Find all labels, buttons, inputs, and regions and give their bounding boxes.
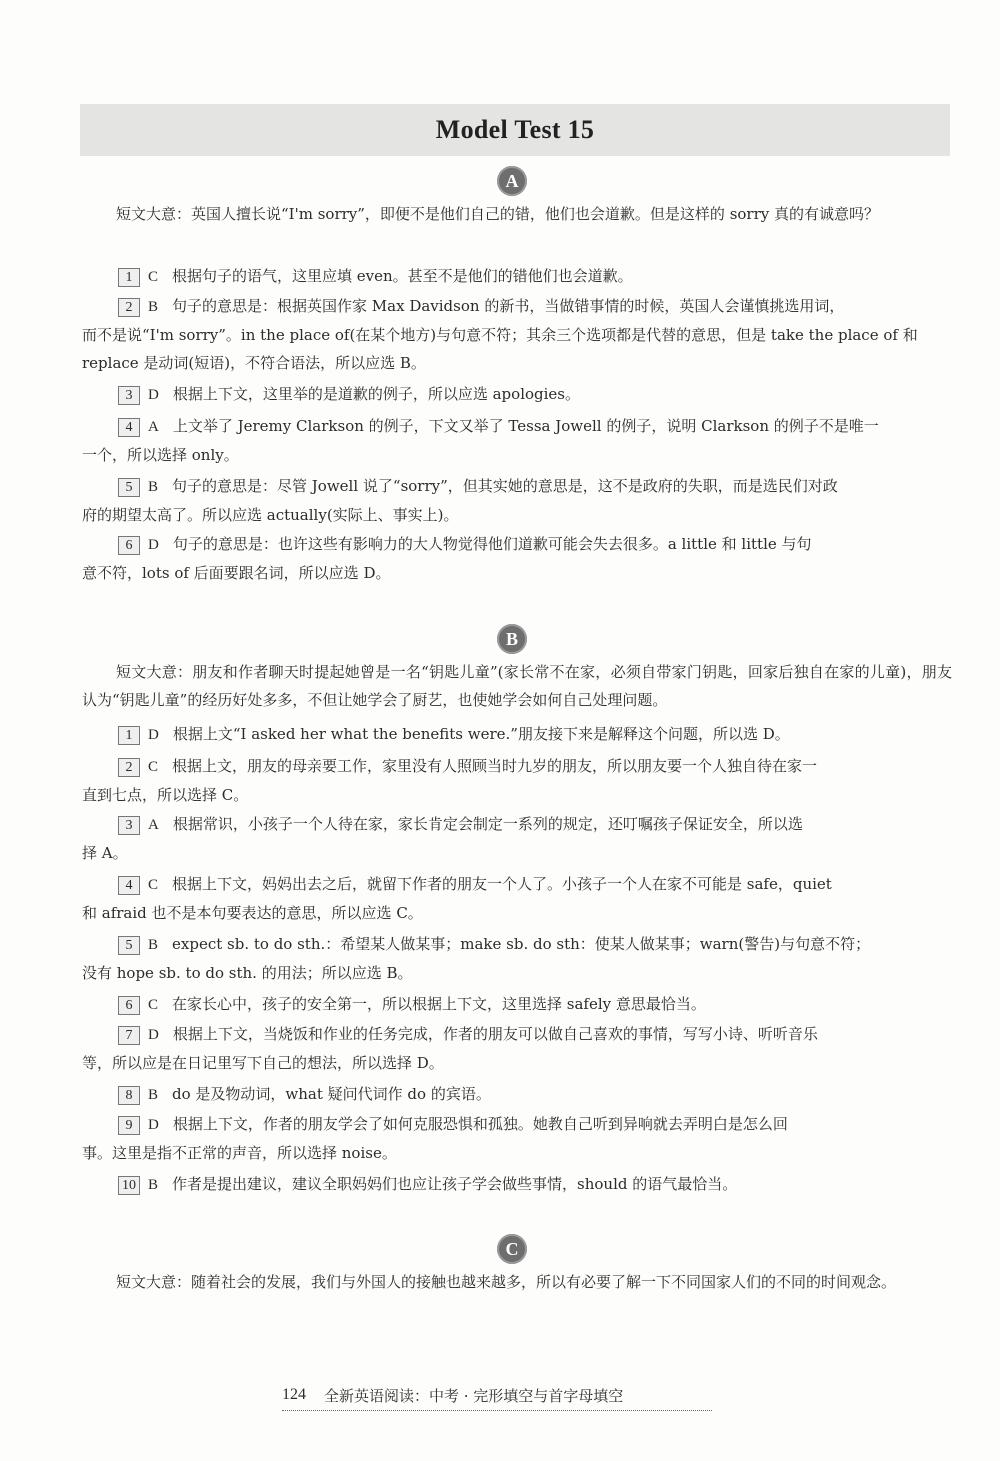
item-answer: C xyxy=(148,269,159,285)
section-a-badge: A xyxy=(497,166,527,196)
item-number: 6 xyxy=(118,536,140,555)
item-text: expect sb. to do sth.：希望某人做某事；make sb. do sth：使某人做某事；warn(警告)与句意不符； xyxy=(172,935,871,953)
title-bar xyxy=(80,104,950,156)
answer-item xyxy=(118,720,952,749)
item-answer: B xyxy=(148,1177,159,1193)
item-text: 句子的意思是：也许这些有影响力的大人物觉得他们道歉可能会失去很多。a little 和 little 与句 xyxy=(172,535,812,553)
item-text-continued: 没有 hope sb. to do sth. 的用法；所以应选 B。 xyxy=(82,964,413,982)
item-text: 根据常识，小孩子一个人待在家，家长肯定会制定一系列的规定，还叮嘱孩子保证安全，所以选 xyxy=(172,815,803,833)
item-answer: A xyxy=(148,817,159,833)
item-number: 7 xyxy=(118,1026,140,1045)
item-text: 根据句子的语气，这里应填 even。甚至不是他们的错他们也会道歉。 xyxy=(172,267,633,285)
item-answer: B xyxy=(148,1087,159,1103)
item-text-continued: 一个，所以选择 only。 xyxy=(82,446,239,464)
answer-item xyxy=(118,262,952,291)
item-number: 10 xyxy=(118,1176,140,1195)
item-answer: B xyxy=(148,937,159,953)
item-text: 根据上下文，作者的朋友学会了如何克服恐惧和孤独。她教自己听到异响就去弄明白是怎么回 xyxy=(172,1115,788,1133)
page-footer xyxy=(282,1380,712,1411)
item-text: 根据上下文，这里举的是道歉的例子，所以应选 apologies。 xyxy=(172,385,580,403)
item-answer: D xyxy=(148,1117,159,1133)
item-text: 上文举了 Jeremy Clarkson 的例子，下文又举了 Tessa Jowell 的例子，说明 Clarkson 的例子不是唯一 xyxy=(172,417,879,435)
item-number: 2 xyxy=(118,298,140,317)
section-c-summary: 短文大意：随着社会的发展，我们与外国人的接触也越来越多，所以有必要了解一下不同国家人们的不同的时间观念。 xyxy=(116,1273,897,1291)
section-c-badge: C xyxy=(497,1234,527,1264)
section-b-summary: 短文大意：朋友和作者聊天时提起她曾是一名“钥匙儿童”(家长常不在家，必须自带家门钥匙，回家后独自在家的儿童)，朋友认为“钥匙儿童”的经历好处多多，不但让她学会了厨艺，也使她学会如何自己处理问题。 xyxy=(82,663,952,709)
item-text: 根据上下文，当烧饭和作业的任务完成，作者的朋友可以做自己喜欢的事情，写写小诗、听听音乐 xyxy=(172,1025,818,1043)
answer-item xyxy=(118,1080,952,1109)
book-title: 全新英语阅读：中考 · 完形填空与首字母填空 xyxy=(324,1386,624,1405)
item-text-continued: 择 A。 xyxy=(82,844,128,862)
item-text: 作者是提出建议，建议全职妈妈们也应让孩子学会做些事情，should 的语气最恰当。 xyxy=(172,1175,738,1193)
item-text: 句子的意思是：尽管 Jowell 说了“sorry”，但其实她的意思是，这不是政府的失职，而是选民们对政 xyxy=(172,477,838,495)
item-text-continued: 而不是说“I'm sorry”。in the place of(在某个地方)与句意不符；其余三个选项都是代替的意思，但是 take the place of 和 replace 是动词(短语)，不符合语法，所以应选 B。 xyxy=(82,326,918,372)
page-number: 124 xyxy=(282,1386,306,1403)
item-number: 9 xyxy=(118,1116,140,1135)
answer-item xyxy=(82,752,952,809)
answer-item xyxy=(82,530,952,587)
item-answer: C xyxy=(148,759,159,775)
item-number: 6 xyxy=(118,996,140,1015)
item-number: 5 xyxy=(118,478,140,497)
item-answer: B xyxy=(148,299,159,315)
item-answer: C xyxy=(148,997,159,1013)
section-b-badge: B xyxy=(497,624,527,654)
answer-item xyxy=(118,1170,952,1199)
item-answer: C xyxy=(148,877,159,893)
answer-item xyxy=(82,412,952,469)
item-number: 5 xyxy=(118,936,140,955)
page-title: Model Test 15 xyxy=(435,115,595,144)
item-number: 3 xyxy=(118,386,140,405)
answer-item xyxy=(118,990,952,1019)
item-answer: D xyxy=(148,727,159,743)
answer-item xyxy=(82,292,952,377)
item-text: 在家长心中，孩子的安全第一，所以根据上下文，这里选择 safely 意思最恰当。 xyxy=(172,995,706,1013)
item-text-continued: 意不符，lots of 后面要跟名词，所以应选 D。 xyxy=(82,564,391,582)
item-text-continued: 等，所以应是在日记里写下自己的想法，所以选择 D。 xyxy=(82,1054,444,1072)
item-text-continued: 直到七点，所以选择 C。 xyxy=(82,786,249,804)
answer-item xyxy=(82,1020,952,1077)
item-number: 4 xyxy=(118,418,140,437)
item-text-continued: 府的期望太高了。所以应选 actually(实际上、事实上)。 xyxy=(82,506,459,524)
item-number: 2 xyxy=(118,758,140,777)
answer-item xyxy=(82,930,952,987)
item-number: 8 xyxy=(118,1086,140,1105)
item-text-continued: 和 afraid 也不是本句要表达的意思，所以应选 C。 xyxy=(82,904,423,922)
section-a-summary: 短文大意：英国人擅长说“I'm sorry”，即便不是他们自己的错，他们也会道歉。但是这样的 sorry 真的有诚意吗？ xyxy=(116,205,880,223)
item-number: 1 xyxy=(118,268,140,287)
item-text-continued: 事。这里是指不正常的声音，所以选择 noise。 xyxy=(82,1144,397,1162)
item-number: 4 xyxy=(118,876,140,895)
answer-item xyxy=(82,1110,952,1167)
item-text: 根据上文“I asked her what the benefits were.”朋友接下来是解释这个问题，所以选 D。 xyxy=(172,725,790,743)
item-number: 1 xyxy=(118,726,140,745)
answer-item xyxy=(82,810,952,867)
answer-item xyxy=(118,380,952,409)
answer-item xyxy=(82,870,952,927)
item-text: do 是及物动词，what 疑问代词作 do 的宾语。 xyxy=(172,1085,491,1103)
item-text: 根据上下文，妈妈出去之后，就留下作者的朋友一个人了。小孩子一个人在家不可能是 safe，quiet xyxy=(172,875,832,893)
item-answer: A xyxy=(148,419,159,435)
item-answer: D xyxy=(148,537,159,553)
item-text: 句子的意思是：根据英国作家 Max Davidson 的新书，当做错事情的时候，英国人会谨慎挑选用词， xyxy=(172,297,845,315)
answer-item xyxy=(82,472,952,529)
item-answer: B xyxy=(148,479,159,495)
item-answer: D xyxy=(148,1027,159,1043)
item-answer: D xyxy=(148,387,159,403)
item-number: 3 xyxy=(118,816,140,835)
item-text: 根据上文，朋友的母亲要工作，家里没有人照顾当时九岁的朋友，所以朋友要一个人独自待在家一 xyxy=(172,757,818,775)
